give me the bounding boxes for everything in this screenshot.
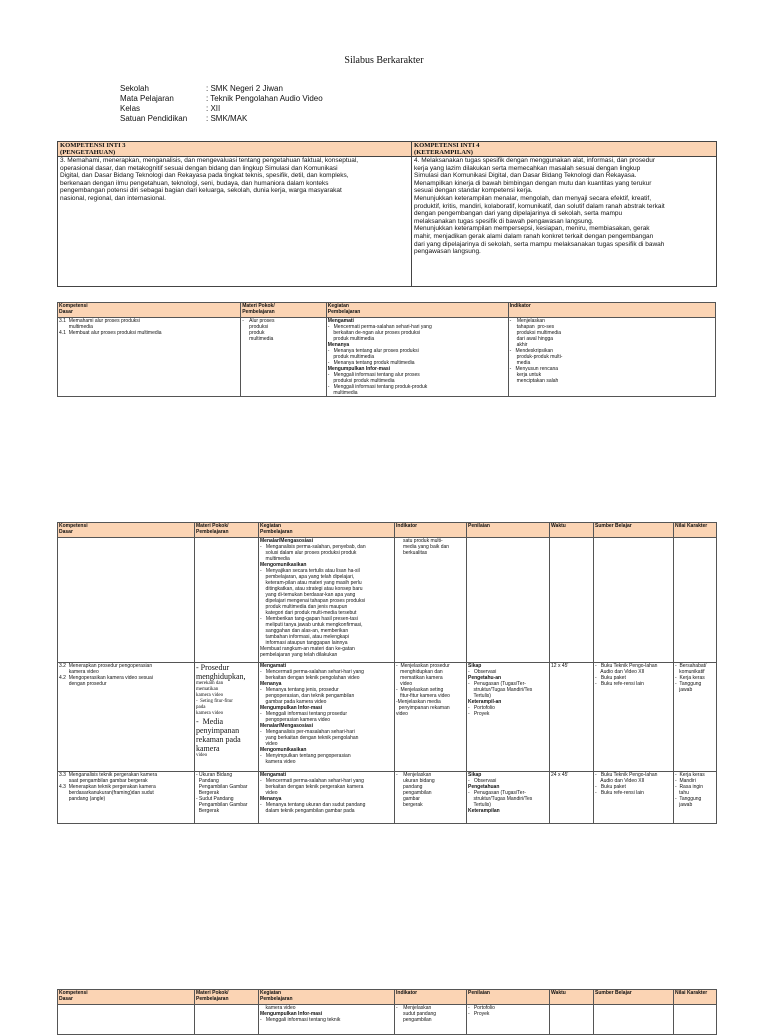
text-line: - Kerja keras	[675, 675, 705, 681]
text-line: produksi	[242, 324, 269, 330]
text-line: sudut pandang	[396, 1011, 437, 1017]
header-materi	[195, 523, 259, 538]
header-materi	[241, 303, 327, 318]
text-line: KOMPETENSI INTI 4	[414, 142, 480, 149]
text-line: gambar pada kamera video	[260, 699, 327, 705]
info-row	[120, 114, 380, 124]
header-kegiatan	[326, 303, 508, 318]
text-line: - Proyek	[468, 1011, 490, 1017]
text-line: Pengambilan Gambar	[196, 802, 248, 808]
info-key: Satuan Pendidikan	[120, 114, 188, 123]
text-line: multimedia	[260, 556, 290, 562]
text-line: -Menjelaskan media	[396, 699, 441, 705]
header-materi	[195, 990, 259, 1005]
text-line: kerja yang lazim dilakukan serta memecahkan masalah sesuai dengan lingkup	[414, 164, 641, 172]
text-line: Mengamati	[260, 663, 287, 669]
nilai-cell	[674, 1005, 717, 1035]
text-line: akhir	[509, 342, 528, 348]
text-line: video	[396, 711, 408, 717]
text-line: - Menjelaskan	[396, 772, 432, 778]
text-line: Menanya	[260, 681, 282, 687]
text-line: Pembelajaran	[260, 529, 293, 535]
text-line: - Menyusun rencana	[509, 366, 559, 372]
text-line: - Buku paket	[595, 784, 626, 790]
text-line: tahu	[675, 790, 689, 796]
text-line: video	[260, 790, 278, 796]
text-line: Pandang	[196, 778, 219, 784]
text-line: Digital, dan Dasar Bidang Teknologi dan Rekayasa pada tingkat teknis, spesifik, detil, dan kompleks,	[60, 172, 349, 180]
syllabus-table-3	[57, 989, 717, 1035]
text-line: - Kerja keras	[675, 772, 705, 778]
info-key: Kelas	[120, 104, 141, 113]
text-line: - Menggali informasi tentang alur proses	[327, 372, 420, 378]
header-kompetensi-dasar	[58, 303, 241, 318]
text-line: kamera video	[196, 693, 224, 698]
text-line: 12 x 45'	[551, 663, 569, 669]
indikator-cell	[395, 538, 467, 663]
text-line: - Menggali informasi tentang produk-produk	[327, 384, 428, 390]
text-line: - Menanya tentang jenis, prosedur	[260, 687, 339, 693]
waktu-cell	[550, 1005, 594, 1035]
text-line: jawab	[675, 687, 693, 693]
text-line: - Menganalisis perma-salahan, penyebab, dan	[260, 544, 366, 550]
kd-cell	[58, 318, 241, 397]
text-line: yang di-temukan berdasar-kan apa yang	[260, 592, 356, 598]
text-line: Pengetahu-an	[468, 675, 502, 681]
text-line: - Mencermati perma-salahan sehari-hari yang	[260, 778, 364, 784]
text-line: struktur/Tugas Mandiri/Tes	[468, 687, 533, 693]
text-line: Dasar	[59, 529, 73, 535]
text-line: - Menyimpulkan tentang pengoperasian	[260, 753, 351, 759]
text-line: - Buku refe-rensi lain	[595, 790, 644, 796]
text-line: Mengamati	[260, 772, 287, 778]
penilaian-cell	[467, 538, 550, 663]
nilai-cell	[674, 538, 717, 663]
text-line: - Menjelaskan	[396, 1005, 432, 1011]
info-row	[120, 94, 380, 104]
text-line: struktur/Tugas Mandiri/Tes	[468, 796, 533, 802]
text-line: solusi dalam alur proses produksi produk	[260, 550, 357, 556]
header-kompetensi-dasar	[58, 990, 195, 1005]
school-info	[120, 84, 380, 124]
header-indikator: Indikator	[395, 990, 467, 1005]
text-line: - Proyek	[468, 711, 490, 717]
text-line: penyimpanan	[196, 726, 240, 735]
header-penilaian: Penilaian	[467, 523, 550, 538]
materi-cell	[195, 772, 259, 824]
text-line: pada	[196, 705, 206, 710]
text-line: - Menggali informasi tentang prosedur	[260, 711, 347, 717]
text-line: media	[509, 360, 531, 366]
text-line: (KETERAMPILAN)	[414, 149, 473, 156]
text-line: 24 x 45'	[551, 772, 569, 778]
text-line: mahir, menjadikan gerak alami dalam ranah konkret terkait dengan pengembangan	[414, 232, 654, 240]
text-line: Audio dan Video XII	[595, 669, 645, 675]
text-line: - Observasi	[468, 669, 497, 675]
header-kegiatan	[259, 523, 395, 538]
text-line: Kompetensi	[59, 523, 88, 529]
materi-cell	[195, 538, 259, 663]
text-line: produktif, kritis, mandiri, kolaboratif, komunikatif, dan solutif dalam ranah abstrak terkait	[414, 202, 665, 210]
text-line: - Mencermati perma-salahan sehari-hari yang	[327, 324, 432, 330]
text-line: bergerak	[396, 802, 423, 808]
text-line: dalam teknik pengambilan gambar pada	[260, 808, 355, 814]
waktu-cell	[550, 538, 594, 663]
text-line: - Menanya tentang ukuran dan sudut pandang	[260, 802, 366, 808]
text-line: Menunjukkan keterampilan menalar, mengolah, dan menyaji secara efektif, kreatif,	[414, 194, 652, 202]
text-line: - Media	[196, 717, 224, 726]
text-line: Mengumpulkan Infor-masi	[260, 1011, 323, 1017]
kegiatan-cell	[259, 538, 395, 663]
text-line: Mengamati	[327, 318, 354, 324]
nilai-cell	[674, 663, 717, 772]
text-line: berkaitan dengan teknik pergerakan kamera	[260, 784, 364, 790]
text-line: Materi Pokok/	[196, 523, 229, 529]
kd-cell	[58, 1005, 195, 1035]
info-value: : XII	[206, 104, 221, 113]
sumber-cell	[594, 538, 674, 663]
text-line: produk multimedia	[327, 336, 375, 342]
kegiatan-cell	[326, 318, 508, 397]
text-line: pengawasan langsung.	[414, 248, 481, 256]
text-line: 4.3 Menerapkan teknik pergerakan kamera	[59, 784, 156, 790]
text-line: - Portofolio	[468, 1005, 495, 1011]
text-line: Mengumpulkan Infor-masi	[327, 366, 391, 372]
header-kompetensi-dasar	[58, 523, 195, 538]
info-key: Sekolah	[120, 84, 149, 93]
text-line: produk	[242, 330, 265, 336]
text-line: - Prosedur	[196, 663, 230, 672]
text-line: - Menyajikan secara tertulis atau lisan ha-sil	[260, 568, 360, 574]
text-line: - Seting fitur-fitur	[196, 699, 233, 704]
indikator-cell	[508, 318, 715, 397]
indikator-cell	[395, 1005, 467, 1035]
info-value: : SMK/MAK	[206, 114, 248, 123]
text-line: ukuran bidang	[396, 778, 435, 784]
text-line: - Buku refe-rensi lain	[595, 681, 644, 687]
text-line: dengan prosedur	[59, 681, 107, 687]
text-line: Pembelajaran	[327, 309, 361, 315]
text-line: berkaitan dengan teknik pengolahan video	[260, 675, 360, 681]
text-line: - Rasa ingin	[675, 784, 704, 790]
info-row	[120, 104, 380, 114]
sumber-cell	[594, 772, 674, 824]
text-line: Tertulis)	[468, 802, 491, 808]
text-line: menghidupkan dan	[396, 669, 443, 675]
penilaian-cell	[467, 663, 550, 772]
text-line: - Penugasan (Tugas/Ter-	[468, 790, 526, 796]
text-line: operasional dasar, dan metakognitif sesuai dengan bidang dan lingkup Simulasi dan Komunikasi	[60, 164, 338, 172]
sumber-cell	[594, 1005, 674, 1035]
text-line: Tertulis)	[468, 693, 491, 699]
text-line: video	[196, 753, 208, 758]
text-line: pembelajaran, apa yang telah dipelajari,	[260, 574, 355, 580]
text-line: Pembelajaran	[260, 996, 293, 1002]
text-line: kategori dari produk multi-media tersebut	[260, 610, 357, 616]
kegiatan-cell	[259, 1005, 395, 1035]
text-line: Dasar	[59, 309, 73, 315]
info-row	[120, 84, 380, 94]
text-line: merekam dan	[196, 681, 224, 686]
text-line: - Alur proses	[242, 318, 275, 324]
text-line: Sikap	[468, 772, 482, 778]
text-line: saat pengambilan gambar bergerak	[59, 778, 148, 784]
text-line: meliputi tanya jawab untuk mengkonfirmasi,	[260, 622, 363, 628]
header-nilai: Nilai Karakter	[674, 523, 717, 538]
text-line: produk multimedia	[327, 354, 375, 360]
text-line: - Bersahabat/	[675, 663, 707, 669]
text-line: - Tanggung	[675, 681, 702, 687]
text-line: Keterampil-an	[468, 699, 502, 705]
penilaian-cell	[467, 772, 550, 824]
text-line: 3.1 Memahami alur proses produksi	[59, 318, 140, 324]
text-line: rekaman pada	[196, 735, 241, 744]
text-line: Bergerak	[196, 790, 220, 796]
info-key: Mata Pelajaran	[120, 94, 174, 103]
nilai-cell	[674, 772, 717, 824]
text-line: - Menjelaskan seting	[396, 687, 444, 693]
syllabus-table-2	[57, 522, 717, 824]
text-line: - Menanya tentang alur proses produksi	[327, 348, 419, 354]
kd-cell	[58, 772, 195, 824]
penilaian-cell	[467, 1005, 550, 1035]
info-value: : SMK Negeri 2 Jiwan	[206, 84, 283, 93]
text-line: mematikan	[196, 687, 219, 692]
materi-cell	[195, 1005, 259, 1035]
materi-cell	[241, 318, 327, 397]
text-line: berkualitas	[396, 550, 428, 556]
info-value: : Teknik Pengolahan Audio Video	[206, 94, 323, 103]
text-line: mematikan kamera	[396, 675, 443, 681]
text-line: Kompetensi	[59, 303, 88, 309]
text-line: Mengomunikasikan	[260, 747, 307, 753]
text-line: - Ukuran Bidang	[196, 772, 233, 778]
text-line: Menalar/Mengasosiasi	[260, 723, 314, 729]
ki4-header	[412, 142, 717, 157]
text-line: - Menanya tentang produk multimedia	[327, 360, 415, 366]
text-line: Kegiatan	[327, 303, 349, 309]
text-line: - Menggali informasi tentang teknik	[260, 1017, 341, 1023]
header-sumber: Sumber Belajar	[594, 523, 674, 538]
text-line: - Menjelaskan	[509, 318, 545, 324]
text-line: produk-produk multi-	[509, 354, 563, 360]
text-line: KOMPETENSI INTI 3	[60, 142, 126, 149]
text-line: penyimpanan rekaman	[396, 705, 450, 711]
text-line: 4. Melaksanakan tugas spesifik dengan menggunakan alat, informasi, dan prosedur	[414, 157, 656, 164]
text-line: melaksanakan tugas spesifik di bawah pengawasan langsung.	[414, 217, 594, 225]
document-title: Silabus Berkarakter	[344, 55, 424, 66]
text-line: pengambilan	[396, 1017, 432, 1023]
ki3-text	[58, 157, 412, 287]
sumber-cell	[594, 663, 674, 772]
text-line: produksi produk multimedia	[327, 378, 395, 384]
text-line: 3. Memahami, menerapkan, menganalisis, dan mengevaluasi tentang pengetahuan faktual, konseptual,	[60, 157, 359, 164]
text-line: yang berkaitan dengan teknik pengolahan	[260, 735, 359, 741]
waktu-cell	[550, 663, 594, 772]
text-line: pengoperasian, dan teknik pengambilan	[260, 693, 355, 699]
text-line: - Buku Teknik Pengo-lahan	[595, 663, 658, 669]
waktu-cell	[550, 772, 594, 824]
text-line: keteram-pilan atau materi yang masih perlu	[260, 580, 362, 586]
header-waktu: Waktu	[550, 990, 594, 1005]
text-line: produk multimedia dan jenis maupun	[260, 604, 348, 610]
text-line: kamera video	[59, 669, 99, 675]
text-line: tahapan pro-ses	[509, 324, 555, 330]
kd-cell	[58, 663, 195, 772]
text-line: Materi Pokok/	[242, 303, 275, 309]
header-nilai: Nilai Karakter	[674, 990, 717, 1005]
text-line: Mengumpulkan Infor-masi	[260, 705, 323, 711]
text-line: - Buku Teknik Pengo-lahan	[595, 772, 658, 778]
text-line: Dasar	[59, 996, 73, 1002]
text-line: pandang	[396, 784, 423, 790]
text-line: nasional, regional, dan internasional.	[60, 194, 166, 202]
text-line: dari awal hingga	[509, 336, 554, 342]
text-line: video	[396, 681, 413, 687]
text-line: 3.2 Menerapkan prosedur pengoperasian	[59, 663, 153, 669]
text-line: - Buku paket	[595, 675, 626, 681]
text-line: - Memberikan tang-gapan hasil presen-tasi	[260, 616, 358, 622]
text-line: - Mandiri	[675, 778, 696, 784]
indikator-cell	[395, 772, 467, 824]
text-line: - Tanggung	[675, 796, 702, 802]
text-line: Sikap	[468, 663, 482, 669]
text-line: multimedia	[59, 324, 93, 330]
materi-cell	[195, 663, 259, 772]
kd-cell	[58, 538, 195, 663]
text-line: Menunjukkan keterampilan mempersepsi, kesiapan, meniru, membiasakan, gerak	[414, 225, 650, 233]
text-line: pembelajaran yang telah dilakukan	[260, 652, 338, 658]
kegiatan-cell	[259, 772, 395, 824]
text-line: pengoperasian kamera video	[260, 717, 331, 723]
text-line: Kegiatan	[260, 990, 282, 996]
text-line: kerja untuk	[509, 372, 542, 378]
text-line: pengembangan potensi diri sebagai bagian dari keluarga, sekolah, dunia kerja, warga masyarakat	[60, 187, 342, 195]
text-line: 4.1 Membuat alur proses produksi multimedia	[59, 330, 162, 336]
text-line: 3.3 Menganalisis teknik pergerakan kamera	[59, 772, 158, 778]
text-line: Membuat rangkum-an materi dan ke-gatan	[260, 646, 355, 652]
text-line: dipelajari mengenai tahapan proses produksi	[260, 598, 366, 604]
text-line: pengambilan	[396, 790, 432, 796]
text-line: Menalar/Mengasosiasi	[260, 538, 314, 544]
text-line: - Mendeskripsikan	[509, 348, 554, 354]
text-line: Pengambilan Gambar	[196, 784, 248, 790]
text-line: berkenaan dengan ilmu pengetahuan, teknologi, seni, budaya, dan humaniora dalam konteks	[60, 179, 329, 187]
text-line: satu produk multi-	[396, 538, 443, 544]
text-line: tambahan informasi, atau melengkapi	[260, 634, 349, 640]
text-line: Audio dan Video XII	[595, 778, 645, 784]
text-line: media yang baik dan	[396, 544, 450, 550]
text-line: Menampilkan kinerja di bawah bimbingan dengan mutu dan kuantitas yang terukur	[414, 179, 652, 187]
text-line: kamera video	[260, 759, 296, 765]
text-line: kamera video	[196, 711, 224, 716]
text-line: sesuai dengan standar kompetensi kerja.	[414, 187, 533, 195]
text-line: Mengomunikasikan	[260, 562, 307, 568]
text-line: Keterampilan	[468, 808, 500, 814]
text-line: kamera video	[260, 1005, 296, 1011]
header-waktu: Waktu	[550, 523, 594, 538]
text-line: berdasarkanukuran(framing)dan sudut	[59, 790, 154, 796]
text-line: - Menganalisis per-masalahan sehari-hari	[260, 729, 355, 735]
text-line: berkaitan de-ngan alur proses produksi	[327, 330, 421, 336]
text-line: ditingkatkan, atau strategi atau konsep baru	[260, 586, 363, 592]
text-line: pandang (angle)	[59, 796, 106, 802]
text-line: multimedia	[242, 336, 274, 342]
text-line: Pembelajaran	[196, 996, 229, 1002]
text-line: Bergerak	[196, 808, 220, 814]
text-line: - Menjelaskan prosedur	[396, 663, 450, 669]
text-line: menghidupkan,	[196, 672, 246, 681]
kegiatan-cell	[259, 663, 395, 772]
text-line: - Mencermati perma-salahan sehari-hari yang	[260, 669, 364, 675]
core-competency-table	[57, 141, 717, 287]
text-line: dengan pengembangan dari yang dipelajarinya di sekolah, serta mampu	[414, 210, 623, 218]
header-penilaian: Penilaian	[467, 990, 550, 1005]
text-line: Menanya	[260, 796, 282, 802]
text-line: - Penugasan (Tugas/Ter-	[468, 681, 526, 687]
text-line: informasi ataupun tanggapan lainnya	[260, 640, 348, 646]
text-line: Kompetensi	[59, 990, 88, 996]
text-line: Pembelajaran	[196, 529, 229, 535]
text-line: Materi Pokok/	[196, 990, 229, 996]
text-line: video	[260, 741, 278, 747]
text-line: kamera	[196, 744, 220, 753]
header-indikator: Indikator	[395, 523, 467, 538]
text-line: (PENGETAHUAN)	[60, 149, 116, 156]
text-line: - Portofolio	[468, 705, 495, 711]
text-line: multimedia	[327, 390, 358, 396]
text-line: jawab	[675, 802, 693, 808]
text-line: dari yang dipelajarinya di sekolah, serta mampu melaksanakan tugas spesifik di bawah	[414, 240, 665, 248]
text-line: - Sudut Pandang	[196, 796, 234, 802]
header-indikator: Indikator	[508, 303, 715, 318]
header-kegiatan	[259, 990, 395, 1005]
text-line: produksi multimedia	[509, 330, 562, 336]
text-line: Kegiatan	[260, 523, 282, 529]
text-line: Pengetahuan	[468, 784, 500, 790]
text-line: 4.2 Mengoperasikan kamera video sesuai	[59, 675, 153, 681]
text-line: menciptakan salah	[509, 378, 559, 384]
text-line: Menanya	[327, 342, 350, 348]
text-line: Pembelajaran	[242, 309, 275, 315]
indikator-cell	[395, 663, 467, 772]
ki4-text	[412, 157, 717, 287]
ki3-header	[58, 142, 412, 157]
text-line: gambar	[396, 796, 420, 802]
text-line: Simulasi dan Komunikasi Digital, dan Dasar Bidang Teknologi dan Rekayasa.	[414, 172, 637, 180]
text-line: sanggahan dan alas-an, memberikan	[260, 628, 349, 634]
syllabus-table-1	[57, 302, 716, 397]
text-line: fitur-fitur kamera video	[396, 693, 450, 699]
header-sumber: Sumber Belajar	[594, 990, 674, 1005]
text-line: komunikatif	[675, 669, 705, 675]
text-line: - Observasi	[468, 778, 497, 784]
